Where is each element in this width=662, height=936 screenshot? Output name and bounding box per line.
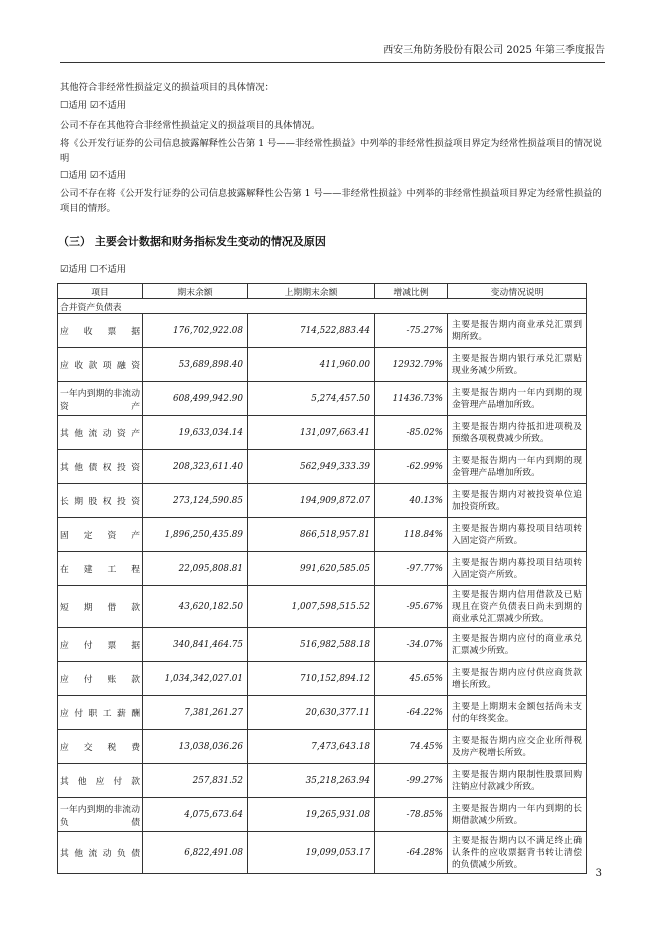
cell-item: 其他应付款: [58, 764, 143, 798]
cell-ending-balance: 53,689,898.40: [143, 348, 248, 382]
table-row: [58, 696, 587, 730]
cell-item: 固定资产: [58, 518, 143, 552]
cell-explanation: 主要是报告期内对被投资单位追加投资所致。: [448, 484, 587, 518]
cell-prior-balance: 7,473,643.18: [248, 730, 375, 764]
cell-change-ratio: 45.65%: [375, 662, 448, 696]
cell-item: 一年内到期的非流动资产: [58, 382, 143, 416]
cell-explanation: 主要是报告期内商业承兑汇票到期所致。: [448, 314, 587, 348]
cell-change-ratio: 11436.73%: [375, 382, 448, 416]
table-row: [58, 552, 587, 586]
cell-explanation: 主要是报告期内限制性股票回购注销应付款减少所致。: [448, 764, 587, 798]
cell-prior-balance: 866,518,957.81: [248, 518, 375, 552]
cell-ending-balance: 19,633,034.14: [143, 416, 248, 450]
cell-item: 其他流动资产: [58, 416, 143, 450]
applicability-line-3: ☑适用 ☐不适用: [60, 264, 127, 275]
cell-explanation: 主要是报告期内一年内到期的现金管理产品增加所致。: [448, 382, 587, 416]
col-header-explanation: 变动情况说明: [448, 284, 587, 299]
cell-item: 应付账款: [58, 662, 143, 696]
table-row: [58, 798, 587, 832]
cell-change-ratio: -62.99%: [375, 450, 448, 484]
cell-change-ratio: -97.77%: [375, 552, 448, 586]
cell-prior-balance: 411,960.00: [248, 348, 375, 382]
cell-prior-balance: 19,265,931.08: [248, 798, 375, 832]
table-row: [58, 416, 587, 450]
cell-change-ratio: -34.07%: [375, 628, 448, 662]
cell-explanation: 主要是报告期内应付的商业承兑汇票减少所致。: [448, 628, 587, 662]
table-row: [58, 730, 587, 764]
cell-prior-balance: 714,522,883.44: [248, 314, 375, 348]
table-row: [58, 628, 587, 662]
cell-ending-balance: 176,702,922.08: [143, 314, 248, 348]
cell-explanation: 主要是报告期内募投项目结项转入固定资产所致。: [448, 552, 587, 586]
cell-change-ratio: -78.85%: [375, 798, 448, 832]
table-row: [58, 518, 587, 552]
paragraph-reclass-explanation: 将《公开发行证券的公司信息披露解释性公告第 1 号——非经常性损益》中列举的非经常性损益项目界定为经常性损益项目的情况说明: [60, 138, 602, 164]
paragraph-no-reclass: 公司不存在将《公开发行证券的公司信息披露解释性公告第 1 号——非经常性损益》中列举的非经常性损益项目界定为经常性损益的项目的情形。: [60, 188, 602, 214]
cell-prior-balance: 35,218,263.94: [248, 764, 375, 798]
cell-ending-balance: 208,323,611.40: [143, 450, 248, 484]
cell-ending-balance: 4,075,673.64: [143, 798, 248, 832]
cell-item: 长期股权投资: [58, 484, 143, 518]
cell-prior-balance: 5,274,457.50: [248, 382, 375, 416]
cell-ending-balance: 43,620,182.50: [143, 586, 248, 628]
cell-change-ratio: 12932.79%: [375, 348, 448, 382]
cell-prior-balance: 562,949,333.39: [248, 450, 375, 484]
cell-explanation: 主要是报告期内一年内到期的现金管理产品增加所致。: [448, 450, 587, 484]
cell-ending-balance: 1,896,250,435.89: [143, 518, 248, 552]
cell-explanation: 主要是报告期内一年内到期的长期借款减少所致。: [448, 798, 587, 832]
cell-item: 应付职工薪酬: [58, 696, 143, 730]
balance-sheet-change-table: [57, 283, 587, 874]
cell-explanation: 主要是报告期内应交企业所得税及房产税增长所致。: [448, 730, 587, 764]
cell-explanation: 主要是报告期内待抵扣进项税及预缴各项税费减少所致。: [448, 416, 587, 450]
cell-item: 一年内到期的非流动负债: [58, 798, 143, 832]
cell-ending-balance: 273,124,590.85: [143, 484, 248, 518]
table-row: [58, 450, 587, 484]
cell-item: 应收款项融资: [58, 348, 143, 382]
cell-ending-balance: 6,822,491.08: [143, 832, 248, 874]
cell-change-ratio: -95.67%: [375, 586, 448, 628]
cell-prior-balance: 1,007,598,515.52: [248, 586, 375, 628]
cell-explanation: 主要是报告期内银行承兑汇票贴现业务减少所致。: [448, 348, 587, 382]
cell-change-ratio: -85.02%: [375, 416, 448, 450]
paragraph-other-items-intro: 其他符合非经常性损益定义的损益项目的具体情况：: [60, 82, 274, 93]
cell-prior-balance: 710,152,894.12: [248, 662, 375, 696]
table-row: [58, 832, 587, 874]
table-row: [58, 662, 587, 696]
table-row: [58, 348, 587, 382]
applicability-line-2: ☐适用 ☑不适用: [60, 170, 127, 181]
cell-prior-balance: 20,630,377.11: [248, 696, 375, 730]
cell-ending-balance: 7,381,261.27: [143, 696, 248, 730]
cell-item: 应交税费: [58, 730, 143, 764]
cell-change-ratio: 74.45%: [375, 730, 448, 764]
cell-change-ratio: -64.22%: [375, 696, 448, 730]
col-header-ending-balance: 期末余额: [143, 284, 248, 299]
cell-prior-balance: 194,909,872.07: [248, 484, 375, 518]
cell-item: 应收票据: [58, 314, 143, 348]
col-header-change-ratio: 增减比例: [375, 284, 448, 299]
cell-change-ratio: -75.27%: [375, 314, 448, 348]
cell-ending-balance: 257,831.52: [143, 764, 248, 798]
paragraph-no-other-items: 公司不存在其他符合非经常性损益定义的损益项目的具体情况。: [60, 120, 321, 131]
page-header: 西安三角防务股份有限公司 2025 年第三季度报告: [60, 42, 605, 63]
cell-explanation: 主要是报告期内募投项目结项转入固定资产所致。: [448, 518, 587, 552]
cell-item: 在建工程: [58, 552, 143, 586]
cell-explanation: 主要是报告期内以不满足终止确认条件的应收票据背书转让清偿的负债减少所致。: [448, 832, 587, 874]
cell-prior-balance: 131,097,663.41: [248, 416, 375, 450]
cell-explanation: 主要是报告期内信用借款及已贴现且在资产负债表日尚未到期的商业承兑汇票减少所致。: [448, 586, 587, 628]
cell-item: 其他债权投资: [58, 450, 143, 484]
page-number: 3: [595, 868, 602, 879]
table-caption: 合并资产负债表: [58, 299, 587, 314]
cell-explanation: 主要是上期期末金额包括尚未支付的年终奖金。: [448, 696, 587, 730]
cell-prior-balance: 516,982,588.18: [248, 628, 375, 662]
applicability-line-1: ☐适用 ☑不适用: [60, 100, 127, 111]
cell-item: 其他流动负债: [58, 832, 143, 874]
table-row: [58, 586, 587, 628]
cell-ending-balance: 13,038,036.26: [143, 730, 248, 764]
section-title: （三） 主要会计数据和财务指标发生变动的情况及原因: [58, 235, 326, 248]
cell-item: 短期借款: [58, 586, 143, 628]
table-row: [58, 314, 587, 348]
cell-prior-balance: 991,620,585.05: [248, 552, 375, 586]
cell-ending-balance: 340,841,464.75: [143, 628, 248, 662]
cell-change-ratio: -64.28%: [375, 832, 448, 874]
cell-explanation: 主要是报告期内应付供应商货款增长所致。: [448, 662, 587, 696]
cell-item: 应付票据: [58, 628, 143, 662]
col-header-prior-balance: 上期期末余额: [248, 284, 375, 299]
cell-ending-balance: 608,499,942.90: [143, 382, 248, 416]
cell-change-ratio: 118.84%: [375, 518, 448, 552]
cell-change-ratio: -99.27%: [375, 764, 448, 798]
cell-prior-balance: 19,099,053.17: [248, 832, 375, 874]
cell-change-ratio: 40.13%: [375, 484, 448, 518]
cell-ending-balance: 1,034,342,027.01: [143, 662, 248, 696]
cell-ending-balance: 22,095,808.81: [143, 552, 248, 586]
col-header-item: 项目: [58, 284, 143, 299]
table-row: [58, 764, 587, 798]
table-row: [58, 484, 587, 518]
table-row: [58, 382, 587, 416]
